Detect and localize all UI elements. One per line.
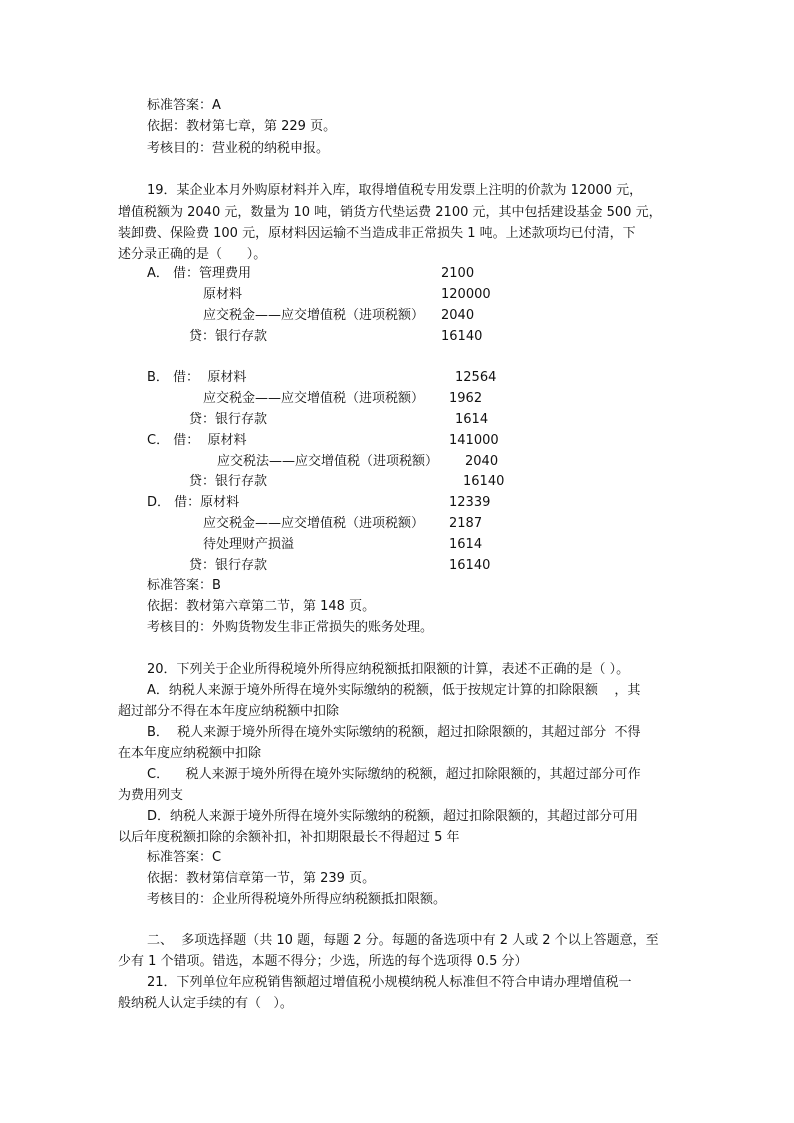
section2-heading: 少有 1 个错项。错选，本题不得分；少选，所选的每个选项得 0.5 分） [118,954,528,969]
q20-line: D．纳税人来源于境外所得在境外实际缴纳的税额，超过扣除限额的，其超过部分可用 [147,809,639,824]
q19-option-d-entry: 应交税金——应交增值税（进项税额） [203,516,425,531]
q19-option-d-debit: D． 借：原材料 [147,495,240,510]
q19-stem-line: 装卸费、保险费 100 元，原材料因运输不当造成非正常损失 1 吨。上述款项均已付清，下 [118,226,636,241]
q20-purpose: 考核目的：企业所得税境外所得应纳税额抵扣限额。 [147,892,447,907]
q19-option-a-entry: 原材料 [203,287,243,302]
q19-stem-line: 19．某企业本月外购原材料并入库，取得增值税专用发票上注明的价款为 12000 元， [147,183,643,198]
q19-option-c-credit: 贷：银行存款 [189,474,268,489]
q20-answer: 标准答案：C [147,850,222,865]
q19-option-b-entry: 应交税金——应交增值税（进项税额） [203,391,425,406]
q19-option-d-entry: 待处理财产损溢 [203,537,295,552]
q19-option-a-amount: 16140 [441,329,483,344]
q19-option-c-amount: 2040 [465,454,499,469]
q19-option-b-amount: 1962 [449,391,483,406]
q19-option-d-amount: 1614 [449,537,483,552]
q18-purpose: 考核目的：营业税的纳税申报。 [147,141,330,156]
q19-option-c-debit: C． 借： 原材料 [147,433,247,448]
q20-line: C． 税人来源于境外所得在境外实际缴纳的税额，超过扣除限额的，其超过部分可作 [147,767,641,782]
q19-option-b-debit: B． 借： 原材料 [147,370,247,385]
section2-heading: 二、 多项选择题（共 10 题，每题 2 分。每题的备选项中有 2 人或 2 个以上答题意，至 [147,933,659,948]
q20-line: 在本年度应纳税额中扣除 [118,746,262,761]
q19-option-c-entry: 应交税法——应交增值税（进项税额） [217,454,439,469]
q19-option-d-amount: 2187 [449,516,483,531]
q20-line: 为费用列支 [118,788,184,803]
q19-option-a-amount: 120000 [441,287,491,302]
q18-answer: 标准答案：A [147,98,221,113]
q19-option-d-amount: 16140 [449,558,491,573]
q19-option-c-amount: 16140 [463,474,505,489]
q20-line: 超过部分不得在本年度应纳税额中扣除 [118,704,340,719]
q19-option-b-amount: 1614 [455,412,489,427]
q19-stem-line: 述分录正确的是（ ）。 [118,247,267,262]
q20-line: B． 税人来源于境外所得在境外实际缴纳的税额，超过扣除限额的，其超过部分 不得 [147,725,641,740]
q19-option-a-amount: 2100 [441,266,475,281]
q19-option-a-debit: A． 借：管理费用 [147,266,252,281]
q19-option-a-amount: 2040 [441,308,475,323]
q18-basis: 依据：教材第七章，第 229 页。 [147,119,337,134]
q20-stem: 20．下列关于企业所得税境外所得应纳税额抵扣限额的计算，表述不正确的是（ ）。 [147,662,630,677]
q19-option-d-credit: 贷：银行存款 [189,558,268,573]
q21-stem-line: 21．下列单位年应税销售额超过增值税小规模纳税人标准但不符合申请办理增值税一 [147,975,632,990]
q19-option-b-credit: 贷：银行存款 [189,412,268,427]
q19-stem-line: 增值税额为 2040 元，数量为 10 吨，销货方代垫运费 2100 元，其中包括建设基金 500 元， [118,205,662,220]
q19-option-c-amount: 141000 [449,433,499,448]
q19-option-d-amount: 12339 [449,495,491,510]
q19-option-b-amount: 12564 [455,370,497,385]
q20-line: 以后年度税额扣除的余额补扣，补扣期限最长不得超过 5 年 [118,830,460,845]
q19-purpose: 考核目的：外购货物发生非正常损失的账务处理。 [147,620,434,635]
q19-answer: 标准答案：B [147,578,221,593]
q21-stem-line: 般纳税人认定手续的有（ ）。 [118,996,293,1011]
q20-line: A．纳税人来源于境外所得在境外实际缴纳的税额，低于按规定计算的扣除限额 ，其 [147,683,641,698]
q19-basis: 依据：教材第六章第二节，第 148 页。 [147,599,376,614]
q19-option-a-credit: 贷：银行存款 [189,329,268,344]
q19-option-a-entry: 应交税金——应交增值税（进项税额） [203,308,425,323]
q20-basis: 依据：教材第信章第一节，第 239 页。 [147,871,376,886]
